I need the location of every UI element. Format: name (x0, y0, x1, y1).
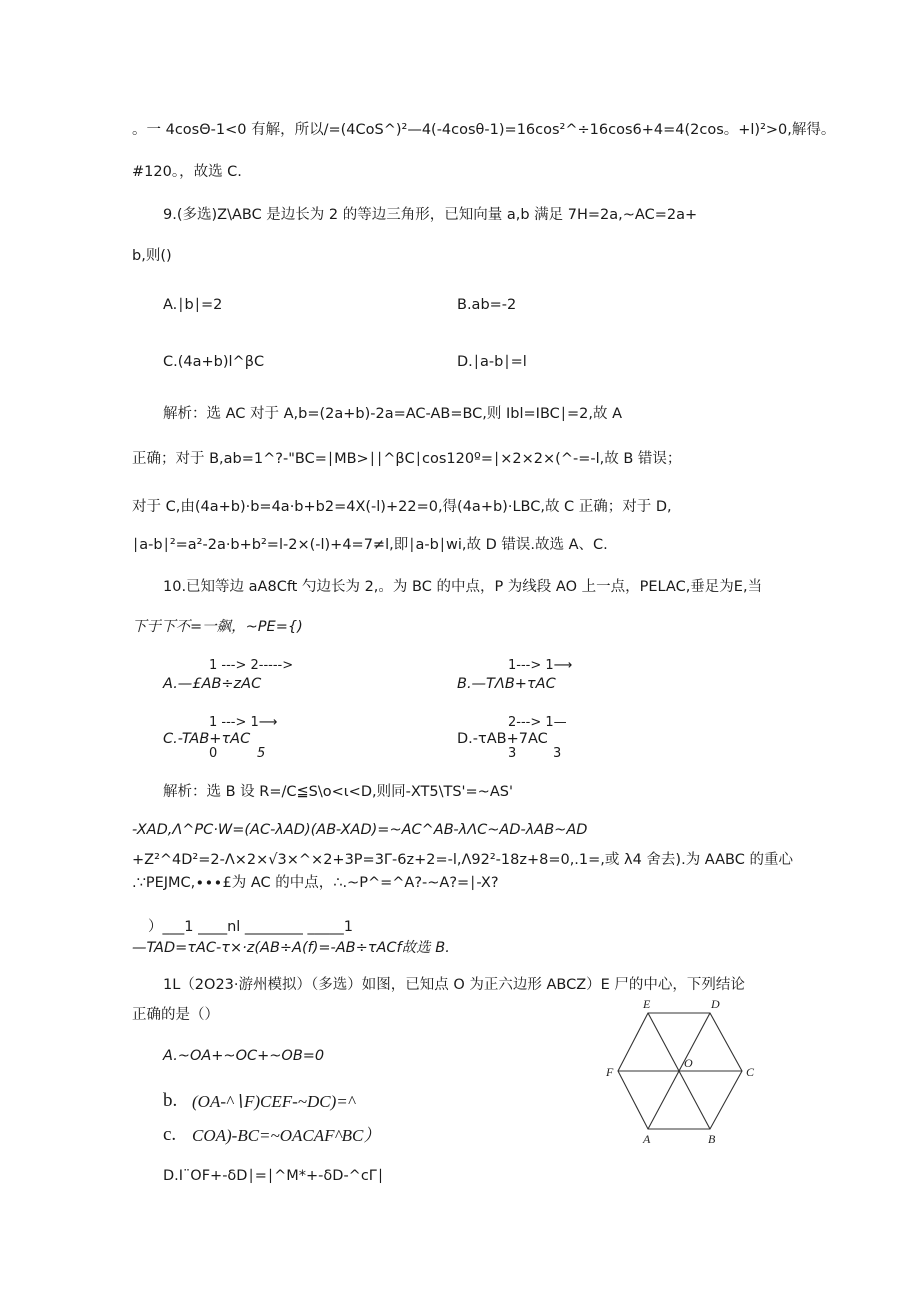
q10-option-a: A.—£AB÷zAC (163, 676, 262, 692)
center-label-o: O (684, 1056, 693, 1070)
q11-option-b: (OA-^∖F)CEF-~DC)=^ (192, 1092, 355, 1111)
q11-stem-line-2: 正确的是（） (132, 1007, 219, 1023)
vertex-label-e: E (643, 997, 651, 1011)
q9-option-d: D.∣a-b∣=l (457, 354, 527, 370)
q10-analysis-line-5: ）___1 ____nl ________ _____1 (148, 919, 353, 935)
q10-analysis-line-1: 解析：选 B 设 R=∕C≦S\o<ι<D,则同-XT5\TS'=~AS' (163, 784, 513, 800)
q10-option-d-arrows: 2---> 1— (508, 715, 567, 730)
q9-analysis-line-2: 正确；对于 B,ab=1^?-"BC=∣MB>∣∣^βC∣cos120º=∣×2×2×(^-=-l,故 B 错误； (132, 451, 682, 467)
q10-option-c-arrows: 1 ---> 1⟶ (209, 715, 278, 730)
q10-stem-line-1: 10.已知等边 aA8Cft 勺边长为 2,。为 BC 的中点，P 为线段 AO 上一点，PELAC,垂足为E,当 (163, 579, 763, 595)
q9-stem-line-1: 9.(多选)Z\ABC 是边长为 2 的等边三角形，已知向量 a,b 满足 7H=2a,~AC=2a+ (163, 207, 698, 223)
q10-analysis-line-3: +Z²^4D²=2-Λ×2×√3×^×2+3P=3Γ-6z+2=-l,Λ92²-18z+8=0,.1=,或 λ4 舍去).为 AABC 的重心 (132, 852, 793, 868)
q10-analysis-line-6: —TAD=τAC-τ×·z(AB÷A(f)=-AB÷τACf故选 B. (132, 940, 450, 956)
q11-option-d: D.I¨OF+-δD∣=∣^M*+-δD-^cΓ∣ (163, 1168, 385, 1184)
q10-option-b-arrows: 1---> 1⟶ (508, 658, 573, 673)
q9-option-b: B.ab=-2 (457, 297, 517, 313)
q10-analysis-line-4: .∵PEJMC,∙∙∙£为 AC 的中点，∴.~P^=^A?-~A?=∣-X? (132, 875, 499, 891)
q10-option-c-denominator-1: 0 (209, 746, 218, 761)
q10-option-a-arrows: 1 ---> 2-----> (209, 658, 294, 673)
regular-hexagon-diagram (600, 995, 770, 1150)
q10-option-b: B.—TΛB+τAC (457, 676, 556, 692)
vertex-label-c: C (746, 1065, 755, 1079)
vertex-label-b: B (708, 1132, 716, 1146)
vertex-label-d: D (711, 997, 720, 1011)
vertex-label-a: A (643, 1132, 651, 1146)
q9-analysis-line-4: ∣a-b∣²=a²-2a·b+b²=l-2×(-l)+4=7≠l,即∣a-b∣wi,故 D 错误.故选 A、C. (132, 537, 608, 553)
q10-option-d-denominator-2: 3 (553, 746, 562, 761)
q9-option-c: C.(4a+b)l^βC (163, 354, 265, 370)
q10-analysis-line-2: -XAD,Λ^PC·W=(AC-λAD)(AB-XAD)=~AC^AB-λΛC~AD-λAB~AD (132, 822, 588, 838)
q9-stem-line-2: b,则() (132, 248, 172, 264)
q10-option-c-denominator-2: 5 (257, 746, 266, 761)
q10-option-d: D.-τAB+7AC (457, 731, 548, 747)
q11-option-b-letter: b. (163, 1090, 178, 1111)
q10-option-c: C.-TAB+τAC (163, 731, 251, 747)
q11-option-c: COA)-BC=~OACAF^BC） (192, 1126, 381, 1145)
q10-stem-line-2: 下于下不=一飙，~PE={) (132, 619, 303, 635)
vertex-label-f: F (606, 1065, 614, 1079)
q11-option-c-letter: c. (163, 1124, 177, 1145)
q10-option-d-denominator-1: 3 (508, 746, 517, 761)
q11-stem-line-1: 1L（2O23·游州模拟）（多选）如图，已知点 O 为正六边形 ABCZ）E 尸的中心，下列结论 (163, 977, 745, 993)
q9-option-a: A.∣b∣=2 (163, 297, 223, 313)
q9-analysis-line-1: 解析：选 AC 对于 A,b=(2a+b)-2a=AC-AB=BC,则 Ibl=IBC∣=2,故 A (163, 406, 623, 422)
q9-analysis-line-3: 对于 C,由(4a+b)·b=4a·b+b2=4X(-l)+22=0,得(4a+b)·LBC,故 C 正确；对于 D, (132, 499, 672, 515)
solution-line-1: 。一 4cosΘ-1<0 有解，所以/=(4CoS^)²—4(-4cosθ-1)=16cos²^÷16cos6+4=4(2cos。+l)²>0,解得。 (132, 122, 836, 138)
solution-line-2: #120。，故选 C. (132, 164, 242, 180)
q11-option-a: A.~OA+~OC+~OB=0 (163, 1048, 325, 1064)
